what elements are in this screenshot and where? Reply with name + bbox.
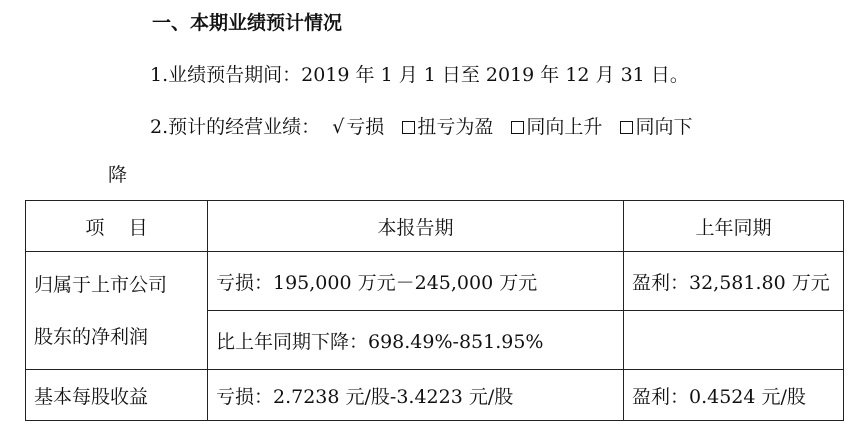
- forecast-type-label: 2.预计的经营业绩：: [150, 116, 321, 138]
- forecast-type-continuation: 降: [108, 164, 128, 186]
- table-row: [26, 370, 844, 421]
- forecast-table: [25, 200, 844, 421]
- option-decrease-checkbox: [620, 121, 633, 134]
- net-profit-label-line1: 归属于上市公司: [34, 273, 168, 296]
- forecast-period-line: [150, 63, 689, 87]
- option-decrease-label: 同向下: [635, 116, 693, 138]
- checkmark-icon: √: [332, 116, 345, 138]
- forecast-period-label: 1.业绩预告期间：: [150, 64, 302, 86]
- option-increase-checkbox: [511, 121, 524, 134]
- option-loss-label: 亏损: [346, 116, 385, 138]
- option-turnaround-label: 扭亏为盈: [417, 116, 494, 138]
- forecast-type-line: [150, 115, 693, 139]
- eps-previous-cell: 盈利：0.4524 元/股: [624, 370, 844, 421]
- eps-current-cell: 亏损：2.7238 元/股-3.4223 元/股: [208, 370, 624, 421]
- net-profit-decline-cell: 比上年同期下降：698.49%-851.95%: [208, 311, 624, 370]
- table-header-row: [26, 201, 844, 252]
- net-profit-label-line2: 股东的净利润: [34, 325, 149, 348]
- section-heading: 一、本期业绩预计情况: [152, 12, 343, 34]
- header-previous-period: 上年同期: [624, 201, 844, 252]
- table-row: [26, 252, 844, 311]
- net-profit-current-cell: 亏损：195,000 万元－245,000 万元: [208, 252, 624, 311]
- eps-label-cell: 基本每股收益: [26, 370, 208, 421]
- option-increase-label: 同向上升: [526, 116, 603, 138]
- option-turnaround-checkbox: [402, 121, 415, 134]
- net-profit-previous-cell: 盈利：32,581.80 万元: [624, 252, 844, 311]
- net-profit-decline-previous-cell: [624, 311, 844, 370]
- header-item: 项 目: [26, 201, 208, 252]
- net-profit-label-cell: [26, 252, 208, 370]
- header-current-period: 本报告期: [208, 201, 624, 252]
- forecast-period-value: 2019 年 1 月 1 日至 2019 年 12 月 31 日。: [301, 64, 689, 86]
